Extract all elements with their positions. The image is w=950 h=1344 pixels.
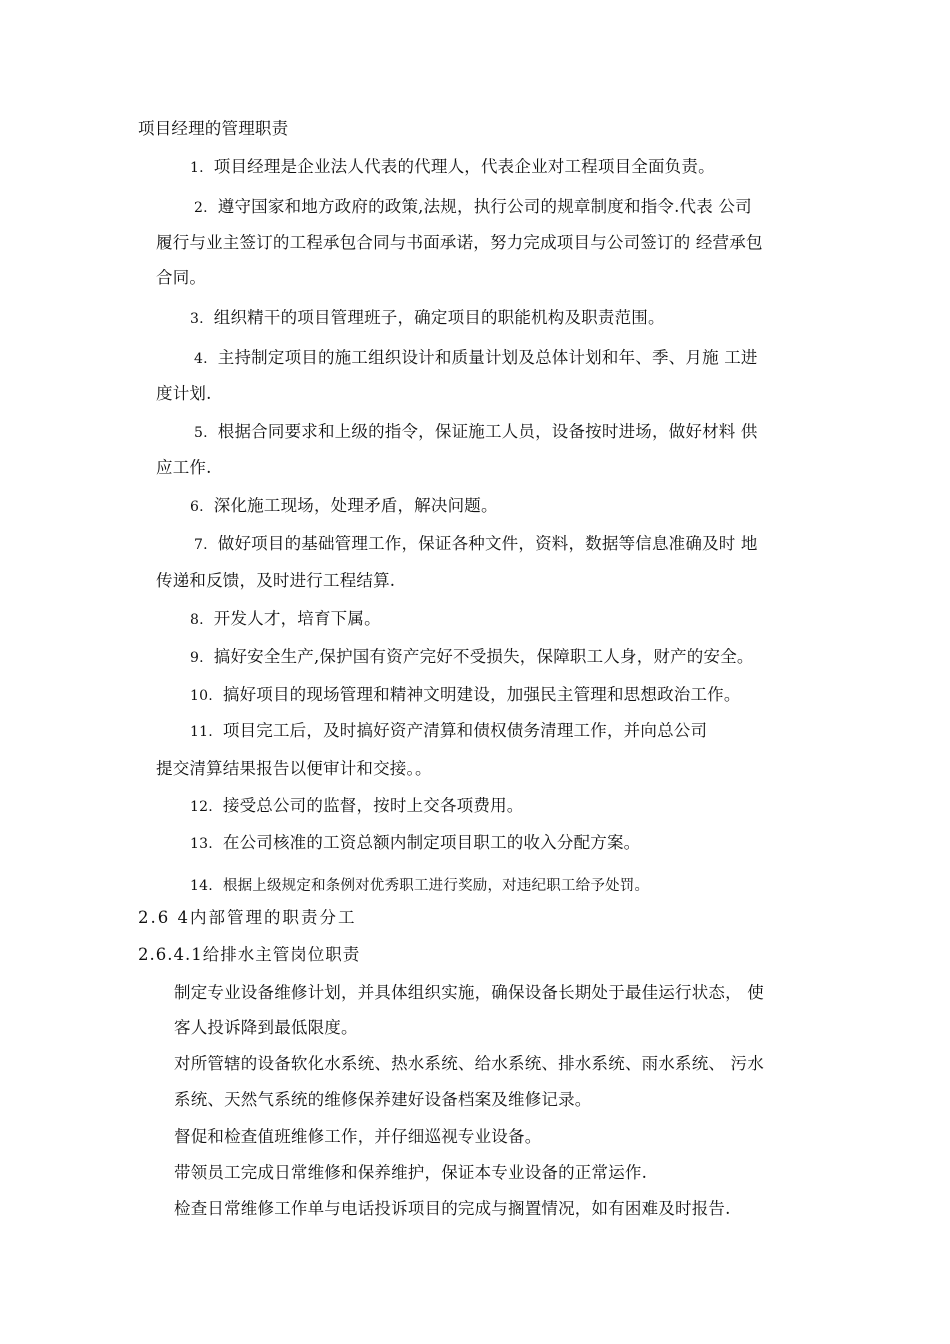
- item-text: 接受总公司的监督，按时上交各项费用。: [222, 796, 524, 815]
- list-item: [190, 832, 640, 855]
- section-heading: 2.6 4内部管理的职责分工: [138, 908, 357, 927]
- item-text: 根据上级规定和条例对优秀职工进行奖励，对违纪职工给予处罚。: [222, 878, 650, 894]
- item-number: 11.: [190, 724, 213, 740]
- item-text: 搞好项目的现场管理和精神文明建设，加强民主管理和思想政治工作。: [222, 685, 741, 704]
- item-text: 开发人才，培育下属。: [213, 609, 381, 628]
- item-number: 4.: [194, 351, 208, 367]
- list-item: [190, 720, 707, 743]
- list-item: [190, 875, 649, 897]
- subsection-heading: 2.6.4.1给排水主管岗位职责: [138, 945, 361, 964]
- duty-item: 对所管辖的设备软化水系统、热水系统、给水系统、排水系统、雨水系统、 污水: [174, 1054, 764, 1073]
- item-text: 根据合同要求和上级的指令，保证施工人员，设备按时进场，做好材料 供: [217, 422, 758, 441]
- item-text: 项目经理是企业法人代表的代理人，代表企业对工程项目全面负责。: [213, 157, 715, 176]
- duty-item: 带领员工完成日常维修和保养维护，保证本专业设备的正常运作.: [174, 1163, 648, 1182]
- page-title: 项目经理的管理职责: [138, 119, 289, 138]
- item-text: 主持制定项目的施工组织设计和质量计划及总体计划和年、季、月施 工进: [217, 348, 758, 367]
- item-text-continued: 合同。: [156, 268, 207, 287]
- item-number: 3.: [190, 311, 204, 327]
- list-item: [190, 608, 381, 631]
- list-item: [190, 795, 523, 818]
- list-item: [190, 646, 754, 669]
- item-number: 8.: [190, 612, 204, 628]
- list-item: [194, 533, 758, 556]
- item-text-continued: 应工作.: [156, 458, 212, 477]
- item-number: 13.: [190, 836, 213, 852]
- duty-item: 督促和检查值班维修工作，并仔细巡视专业设备。: [174, 1127, 542, 1146]
- item-number: 5.: [194, 425, 208, 441]
- item-number: 10.: [190, 688, 213, 704]
- duty-item-continued: 系统、天然气系统的维修保养建好设备档案及维修记录。: [174, 1090, 592, 1109]
- list-item: [190, 495, 498, 518]
- item-number: 12.: [190, 799, 213, 815]
- item-text-continued: 度计划.: [156, 384, 212, 403]
- item-text: 遵守国家和地方政府的政策,法规，执行公司的规章制度和指令.代表 公司: [217, 197, 752, 216]
- item-number: 14.: [190, 878, 213, 894]
- list-item: [190, 684, 741, 707]
- item-text: 项目完工后，及时搞好资产清算和债权债务清理工作，并向总公司: [222, 721, 708, 740]
- duty-item: 制定专业设备维修计划，并具体组织实施，确保设备长期处于最佳运行状态， 使: [174, 983, 764, 1002]
- item-number: 7.: [194, 537, 208, 553]
- list-item: [194, 421, 758, 444]
- item-text: 在公司核准的工资总额内制定项目职工的收入分配方案。: [222, 833, 641, 852]
- duty-item-continued: 客人投诉降到最低限度。: [174, 1018, 358, 1037]
- item-number: 2.: [194, 200, 208, 216]
- list-item: [194, 347, 758, 370]
- item-text: 做好项目的基础管理工作，保证各种文件，资料，数据等信息准确及时 地: [217, 534, 758, 553]
- item-text: 组织精干的项目管理班子，确定项目的职能机构及职责范围。: [213, 308, 665, 327]
- item-text: 深化施工现场，处理矛盾，解决问题。: [213, 496, 498, 515]
- list-item: [190, 307, 665, 330]
- item-number: 6.: [190, 499, 204, 515]
- item-text: 搞好安全生产,保护国有资产完好不受损失，保障职工人身，财产的安全。: [213, 647, 754, 666]
- item-text-continued: 提交清算结果报告以便审计和交接。。: [156, 759, 432, 778]
- item-text-continued: 履行与业主签订的工程承包合同与书面承诺，努力完成项目与公司签订的 经营承包: [156, 233, 763, 252]
- duty-item: 检查日常维修工作单与电话投诉项目的完成与搁置情况，如有困难及时报告.: [174, 1199, 731, 1218]
- item-number: 1.: [190, 160, 204, 176]
- item-text-continued: 传递和反馈，及时进行工程结算.: [156, 571, 396, 590]
- list-item: [194, 196, 752, 219]
- item-number: 9.: [190, 650, 204, 666]
- list-item: [190, 156, 715, 179]
